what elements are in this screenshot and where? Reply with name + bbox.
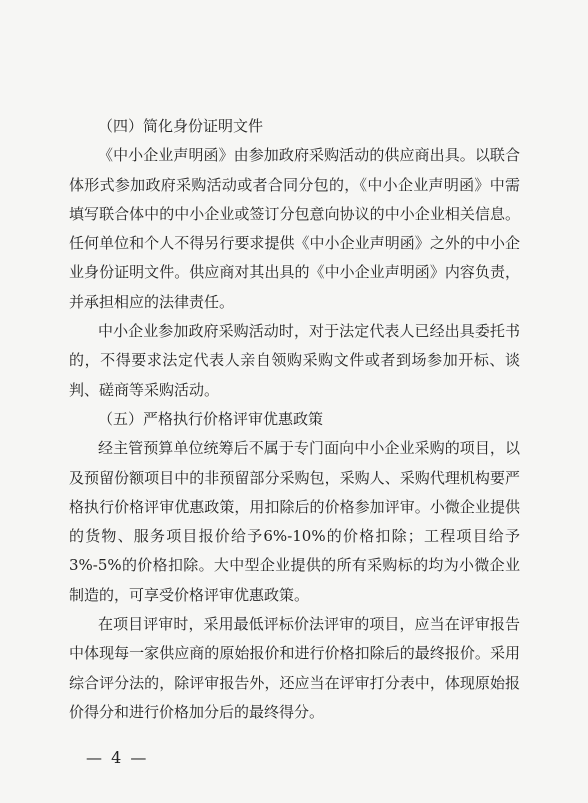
paragraph: 经主管预算单位统筹后不属于专门面向中小企业采购的项目，以及预留份额项目中的非预留部分采购包，采购人、采购代理机构要严格执行价格评审优惠政策，用扣除后的价格参加评审。小微企业提供的货物、服务项目报价给予6%-10%的价格扣除；工程项目给予3%-5%的价格扣除。大中型企业提供的所有采购标的均为小微企业制造的，可享受价格评审优惠政策。: [69, 439, 520, 604]
section-heading-5: （五）严格执行价格评审优惠政策: [98, 409, 324, 428]
paragraph: 在项目评审时，采用最低评标价法评审的项目，应当在评审报告中体现每一家供应商的原始报价和进行价格扣除后的最终报价。采用综合评分法的，除评审报告外，还应当在评审打分表中，体现原始报价得分和进行价格加分后的最终得分。: [69, 615, 520, 721]
paragraph: 中小企业参加政府采购活动时，对于法定代表人已经出具委托书的，不得要求法定代表人亲自领购采购文件或者到场参加开标、谈判、磋商等采购活动。: [69, 322, 520, 399]
page-number: — 4 —: [86, 748, 149, 767]
paragraph: 《中小企业声明函》由参加政府采购活动的供应商出具。以联合体形式参加政府采购活动或者合同分包的，《中小企业声明函》中需填写联合体中的中小企业或签订分包意向协议的中小企业相关信息。任何单位和个人不得另行要求提供《中小企业声明函》之外的中小企业身份证明文件。供应商对其出具的《中小企业声明函》内容负责，并承担相应的法律责任。: [69, 146, 520, 311]
section-heading-4: （四）简化身份证明文件: [98, 117, 264, 135]
body-text: [69, 112, 520, 727]
